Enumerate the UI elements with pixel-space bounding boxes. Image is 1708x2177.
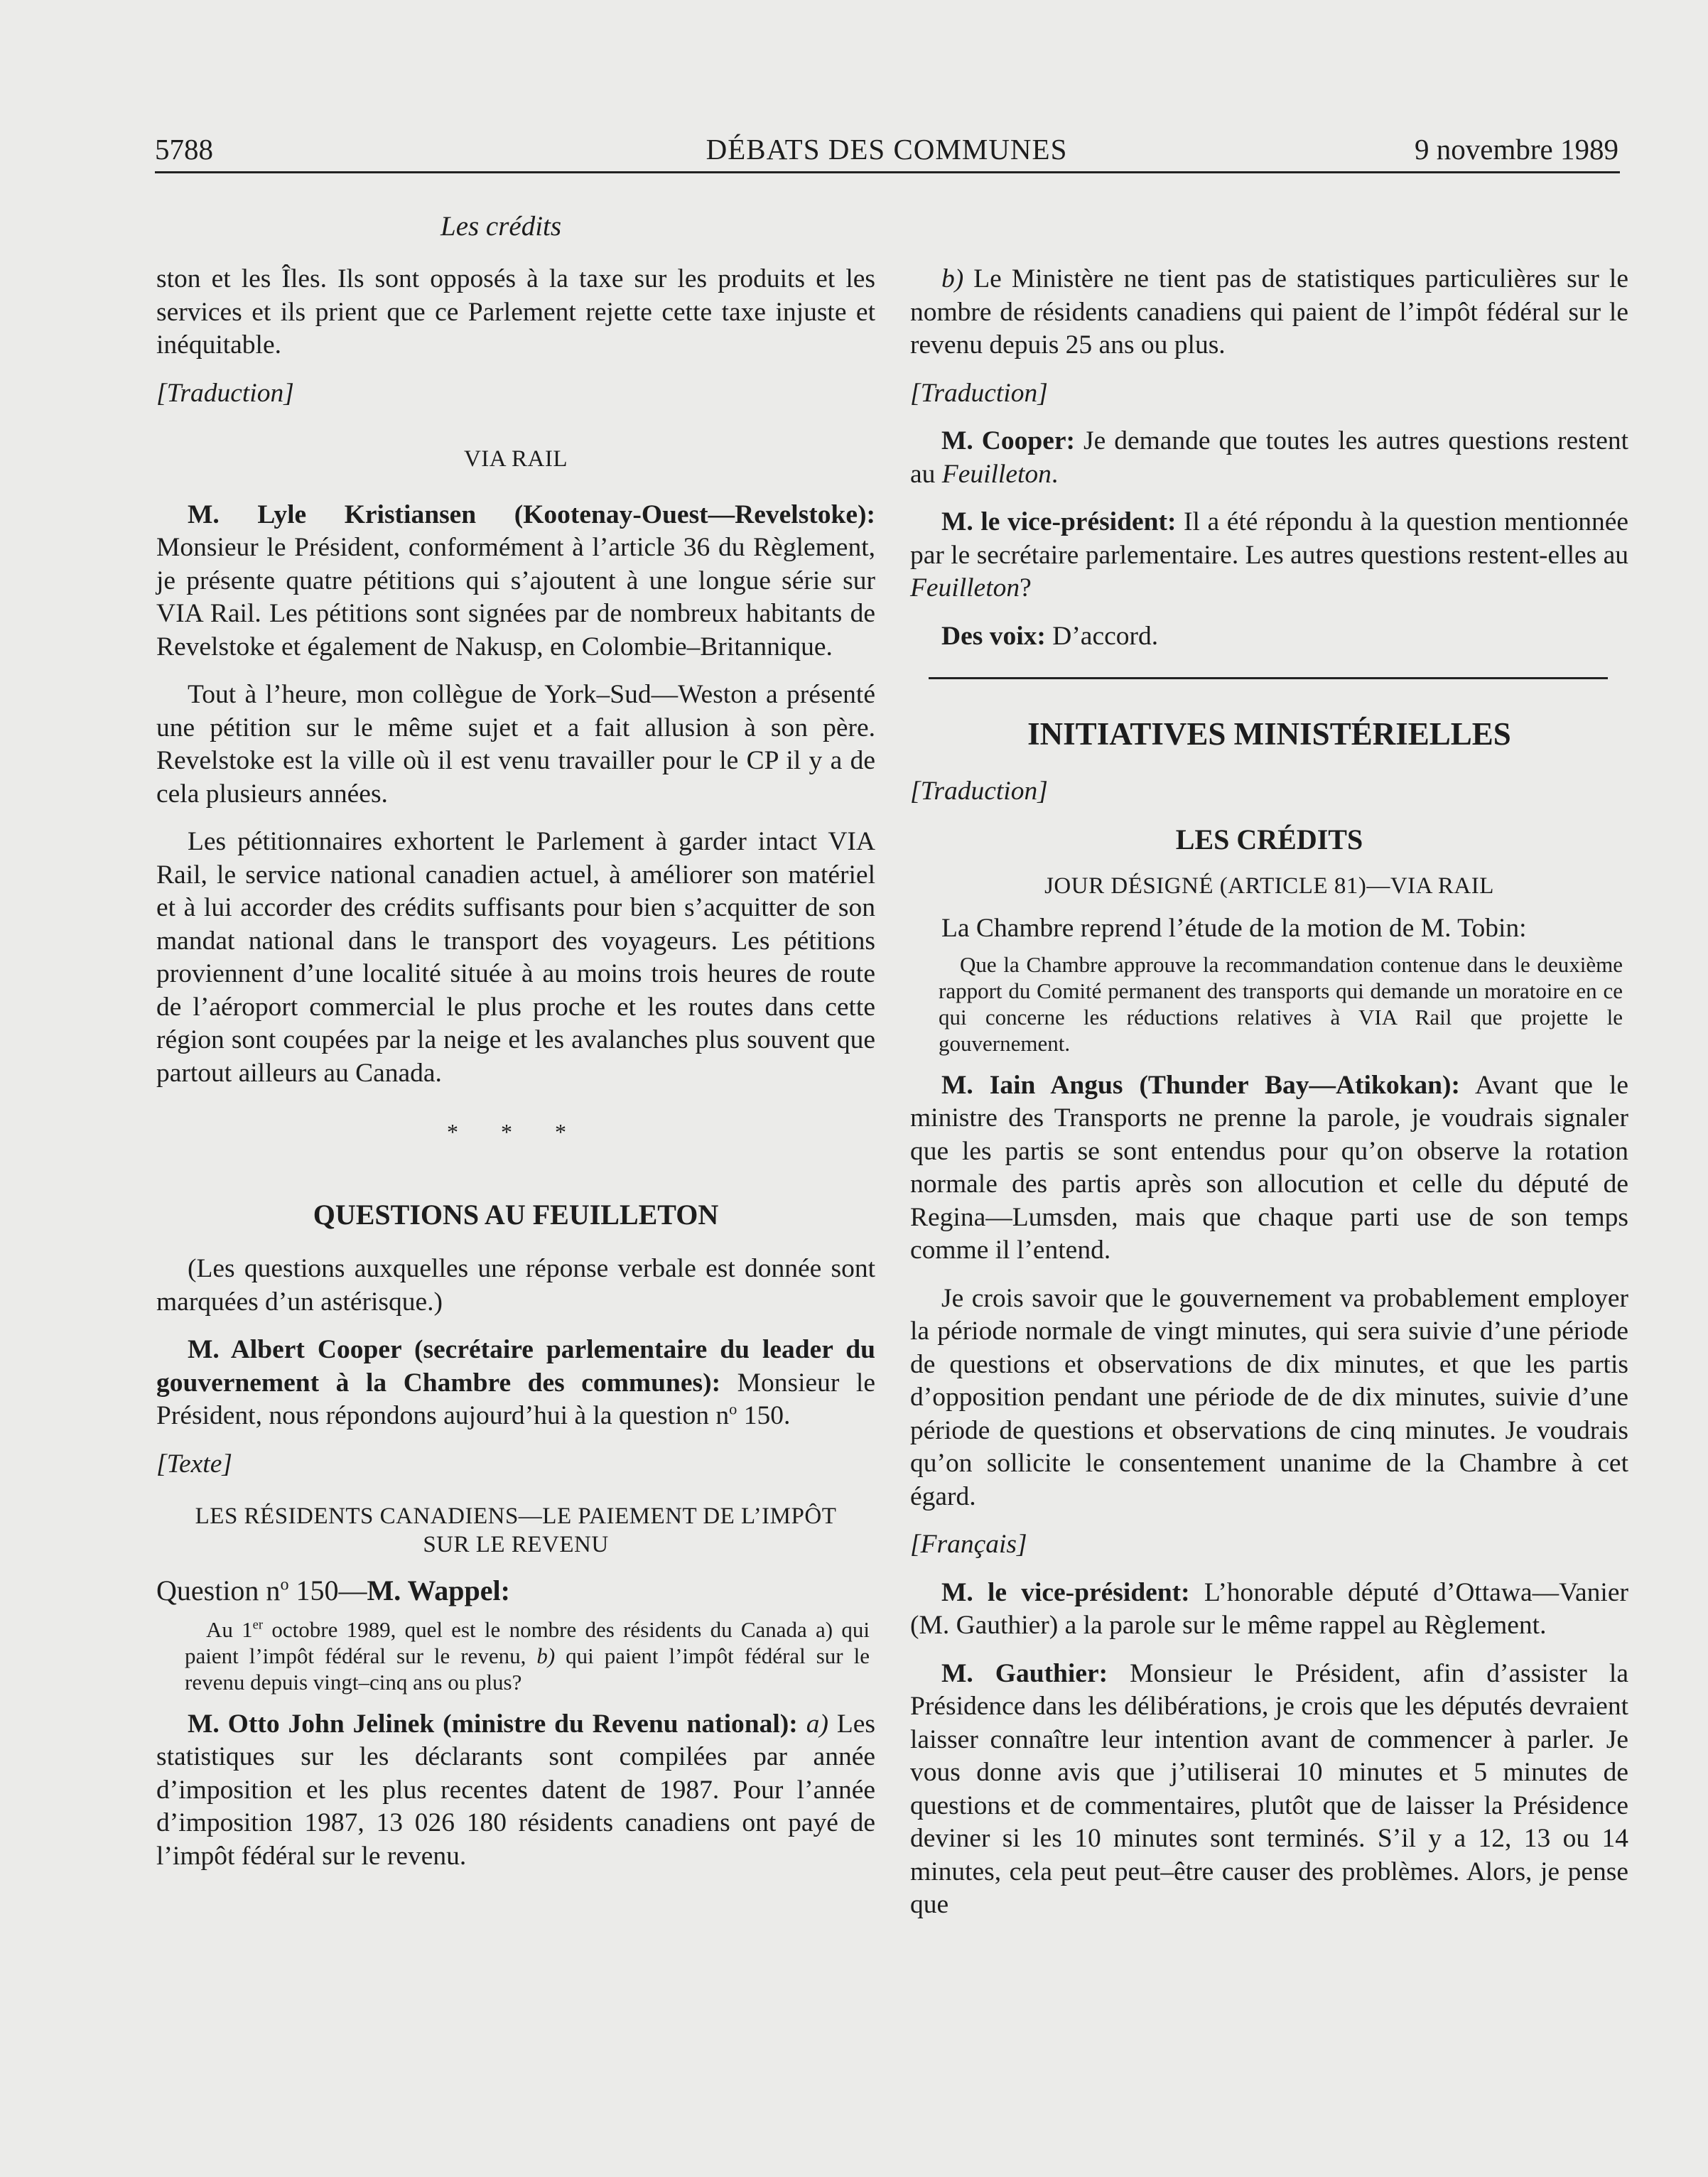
item-label: b) xyxy=(941,264,964,293)
paragraph: ston et les Îles. Ils sont opposés à la taxe sur les produits et les services et ils prient que ce Parlement rejette cette taxe injuste et inéquitable. xyxy=(156,264,875,360)
speech-text: Je demande que toutes les autres questions restent au xyxy=(910,426,1629,489)
paragraph: Je crois savoir que le gouvernement va probablement employer la période normale de vingt minutes, qui sera suivie d’une période de questions et observations de dix minutes, et que les partis d’opposition pendant une période de de dix minutes, suivie d’une période de questions et observations de cinq minutes. Je voudrais qu’on sollicite le consentement unanime de la Chambre à cet égard. xyxy=(910,1283,1628,1511)
speech-cooper xyxy=(910,425,1628,491)
section-heading-initiatives: INITIATIVES MINISTÉRIELLES xyxy=(1027,716,1511,752)
language-tag: [Traduction] xyxy=(910,378,1048,408)
quote-text: Au 1 xyxy=(206,1616,253,1642)
question-number: 150— xyxy=(288,1574,367,1606)
superscript: o xyxy=(729,1400,737,1418)
quote-text: octobre 1989, quel est le nombre des résidents du Canada a) qui paient l’impôt fédéral sur le revenu, xyxy=(185,1616,870,1668)
quote-text: qui paient l’impôt fédéral sur le revenu depuis vingt–cinq ans ou plus? xyxy=(185,1643,870,1695)
paragraph xyxy=(910,263,1628,362)
right-column xyxy=(910,263,1628,1937)
subheading-line: LES RÉSIDENTS CANADIENS—LE PAIEMENT DE L’IMPÔT xyxy=(195,1503,837,1529)
subheading-residents xyxy=(156,1502,875,1559)
speaker-name: M. Iain Angus (Thunder Bay—Atikokan): xyxy=(941,1070,1461,1100)
subheading-line: SUR LE REVENU xyxy=(423,1532,609,1557)
speech-kristiansen xyxy=(156,499,875,664)
language-tag: [Français] xyxy=(910,1530,1027,1559)
superscript: o xyxy=(280,1575,289,1594)
subheading-via-rail: VIA RAIL xyxy=(463,446,568,472)
running-head: Les crédits xyxy=(440,211,562,242)
language-tag: [Texte] xyxy=(156,1449,232,1479)
speech-text: L’honorable député d’Ottawa—Vanier (M. Gauthier) a la parole sur le même rappel au Règlement. xyxy=(910,1577,1628,1640)
paragraph: (Les questions auxquelles une réponse verbale est donnée sont marquées d’un astérisque.) xyxy=(156,1254,875,1317)
question-text xyxy=(185,1616,870,1695)
speech-text: Monsieur le Président, nous répondons aujourd’hui à la question n xyxy=(156,1368,875,1430)
speaker-name: M. Lyle Kristiansen (Kootenay-Ouest—Revelstoke): xyxy=(188,499,875,529)
speech-vice-president xyxy=(910,1577,1628,1643)
speech-voices xyxy=(910,620,1628,654)
speech-vice-president xyxy=(910,506,1628,605)
speech-cooper xyxy=(156,1334,875,1433)
item-label: a) xyxy=(806,1709,828,1739)
section-heading-credits: LES CRÉDITS xyxy=(1175,823,1363,855)
speech-text: Les statistiques sur les déclarants sont compilées par année d’imposition et les plus recentes datent de 1987. Pour l’année d’imposition 1987, 13 026 180 résidents canadiens ont payé de l’impôt fédéral sur le revenu. xyxy=(156,1709,875,1871)
speech-text: Monsieur le Président, afin d’assister la Présidence dans les délibérations, je crois que les députés devraient laisser connaître leur intention avant de commencer à parler. Je vous donne avis que j’utiliserai 10 minutes et 5 minutes de questions et de commentaires, plutôt que de laisser la Présidence deviner si les 10 minutes sont terminés. S’il y a 12, 13 ou 14 minutes, cela peut peut–être causer des problèmes. Alors, je pense que xyxy=(910,1658,1628,1919)
speaker-name: M. le vice-président: xyxy=(941,1577,1190,1607)
question-heading xyxy=(156,1574,875,1608)
speech-text: Avant que le ministre des Transports ne prenne la parole, je voudrais signaler que les partis se sont entendus pour qu’on observe la rotation normale des partis après son allocution et celle du député de Regina—Lumsden, mais que chaque parti use de son temps comme il l’entend. xyxy=(910,1070,1629,1265)
page-number: 5788 xyxy=(155,133,213,166)
subheading-jour-designe: JOUR DÉSIGNÉ (ARTICLE 81)—VIA RAIL xyxy=(1044,873,1494,899)
speech-text: D’accord. xyxy=(1045,621,1159,651)
motion-intro: La Chambre reprend l’étude de la motion de M. Tobin: xyxy=(941,914,1527,943)
speech-text: Feuilleton xyxy=(910,573,1020,603)
language-tag: [Traduction] xyxy=(156,378,294,408)
paragraph: Les pétitionnaires exhortent le Parlement à garder intact VIA Rail, le service national canadien actuel, à améliorer son matériel et à lui accorder des crédits suffisants pour bien s’acquitter de son mandat national dans le transport des voyageurs. Les pétitions proviennent d’une localité située à au moins trois heures de route de l’aéroport commercial le plus proche et les routes dans cette région sont coupées par la neige et les avalanches plus souvent que partout ailleurs au Canada. xyxy=(156,827,875,1088)
superscript: er xyxy=(252,1617,264,1633)
speech-gauthier xyxy=(910,1658,1628,1922)
section-heading-questions: QUESTIONS AU FEUILLETON xyxy=(313,1198,719,1231)
section-separator: * * * xyxy=(447,1119,585,1145)
header-rule xyxy=(155,171,1620,173)
question-label: Question n xyxy=(156,1574,281,1606)
speech-text: . xyxy=(1051,459,1059,489)
speaker-name: M. Gauthier: xyxy=(941,1658,1108,1688)
speech-text: Il a été répondu à la question mentionnée par le secrétaire parlementaire. Les autres questions restent-elles au xyxy=(910,507,1628,570)
speech-text: Monsieur le Président, conformément à l’article 36 du Règlement, je présente quatre pétitions qui s’ajoutent à une longue série sur VIA Rail. Les pétitions sont signées par de nombreux habitants de Revelstoke et également de Nakusp, en Colombie–Britannique. xyxy=(156,533,875,661)
speech-angus xyxy=(910,1069,1628,1268)
language-tag: [Traduction] xyxy=(910,776,1048,806)
quote-text: b) xyxy=(536,1643,556,1668)
section-rule xyxy=(929,677,1608,679)
speaker-name: M. le vice-président: xyxy=(941,507,1177,536)
left-column xyxy=(156,263,875,1888)
paragraph-text: Le Ministère ne tient pas de statistiques particulières sur le nombre de résidents canadiens qui paient de l’impôt fédéral sur le revenu depuis 25 ans ou plus. xyxy=(910,264,1628,360)
speaker-name: M. Otto John Jelinek (ministre du Revenu national): xyxy=(188,1709,798,1739)
speech-text: Feuilleton xyxy=(941,459,1052,489)
publication-title: DÉBATS DES COMMUNES xyxy=(706,133,1068,166)
page-header xyxy=(155,132,1618,175)
paragraph: Tout à l’heure, mon collègue de York–Sud—Weston a présenté une pétition sur le même sujet et a fait allusion à son père. Revelstoke est la ville où il est venu travailler pour le CP il y a de cela plusieurs années. xyxy=(156,680,875,809)
speaker-name: Des voix: xyxy=(941,621,1046,651)
member-name: M. Wappel: xyxy=(367,1574,510,1606)
speech-jelinek xyxy=(156,1708,875,1874)
speech-text: 150. xyxy=(737,1401,791,1430)
motion-text: Que la Chambre approuve la recommandation contenue dans le deuxième rapport du Comité permanent des transports qui demande un moratoire en ce qui concerne les réductions relatives à VIA Rail que projette le gouvernement. xyxy=(939,951,1623,1056)
speaker-name: M. Cooper: xyxy=(941,426,1075,455)
speech-text: ? xyxy=(1020,573,1032,603)
page-date: 9 novembre 1989 xyxy=(1415,133,1618,166)
speaker-name: M. Albert Cooper (secrétaire parlementaire du leader du gouvernement à la Chambre des communes): xyxy=(156,1335,875,1398)
